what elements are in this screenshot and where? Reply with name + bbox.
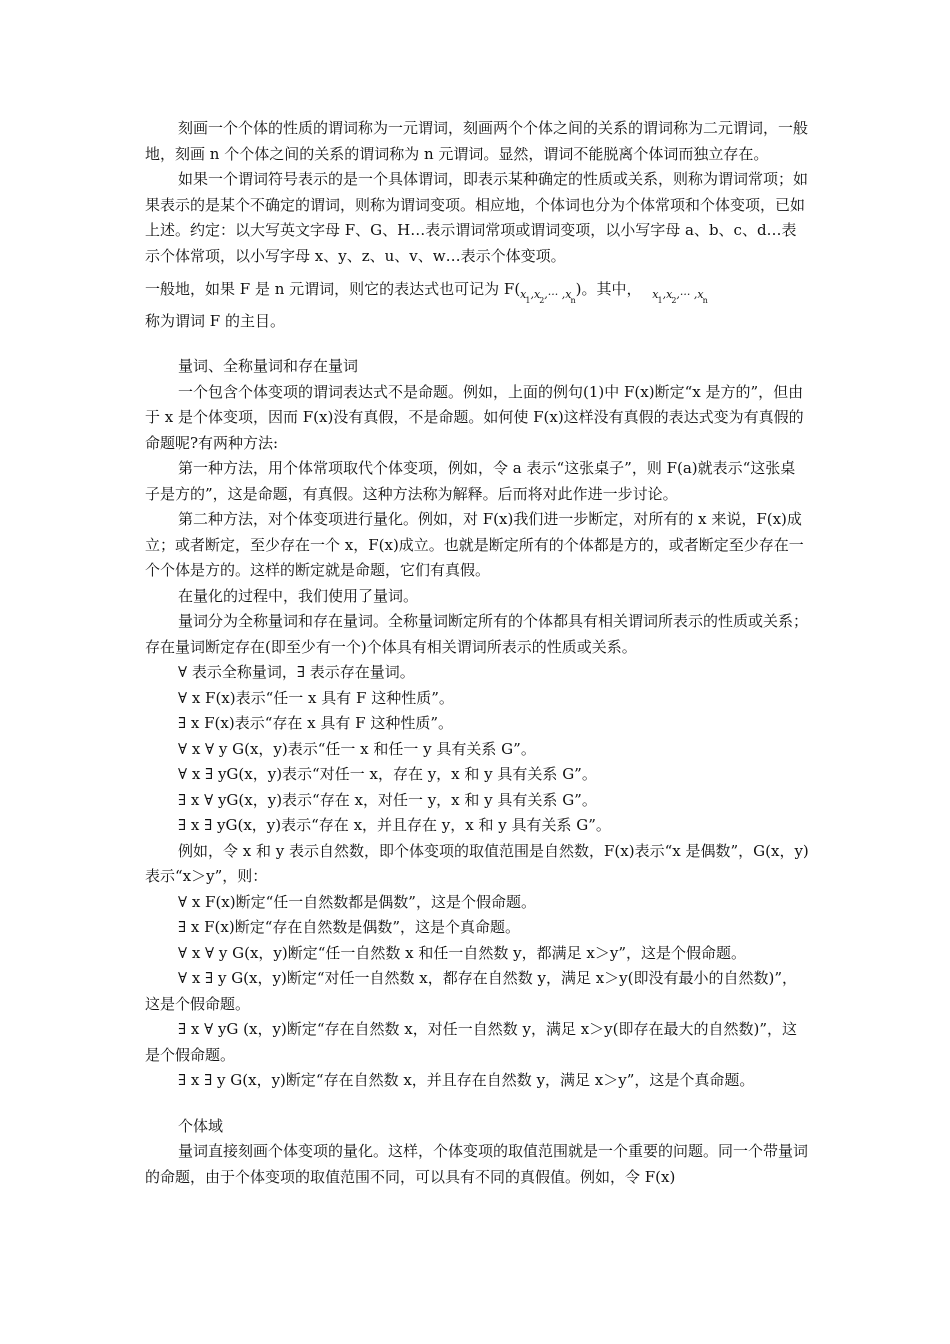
paragraph-domain-intro: 量词直接刻画个体变项的量化。这样，个体变项的取值范围就是一个重要的问题。同一个带量词的命题，由于个体变项的取值范围不同，可以具有不同的真假值。例如，令 F(x) — [145, 1142, 809, 1186]
paragraph-method-one: 第一种方法，用个体常项取代个体变项，例如，令 a 表示“这张桌子”，则 F(a)就表示“这张桌子是方的”，这是命题，有真假。这种方法称为解释。后而将对此作进一步讨论。 — [145, 459, 796, 503]
notation-line: ∀ x F(x)表示“任一 x 具有 F 这种性质”。 — [178, 688, 454, 707]
example-line: ∀ x ∃ y G(x，y)断定“对任一自然数 x，都存在自然数 y，满足 x＞y(即没有最小的自然数)”，这是个假命题。 — [145, 969, 798, 1013]
args-formula-1: x1,x2,··· ,xn — [520, 288, 576, 305]
example-line: ∃ x ∀ yG (x，y)断定“存在自然数 x，对任一自然数 y，满足 x＞y(即存在最大的自然数)”，这是个假命题。 — [145, 1020, 798, 1064]
paragraph-predicate-expression — [145, 277, 810, 305]
example-line: ∃ x ∃ y G(x，y)断定“存在自然数 x，并且存在自然数 y，满足 x＞y”，这是个真命题。 — [178, 1071, 755, 1089]
paragraph-predicate-constants: 如果一个谓词符号表示的是一个具体谓词，即表示某种确定的性质或关系，则称为谓词常项；如果表示的是某个不确定的谓词，则称为谓词变项。相应地，个体词也分为个体常项和个体变项，已如上述。约定：以大写英文字母 F、G、H…表示谓词常项或谓词变项，以小写字母 a、b、c、d…表示个体常项，以小写字母 x、y、z、u、v、w…表示个体变项。 — [145, 170, 809, 265]
notation-line: ∃ x ∃ yG(x，y)表示“存在 x，并且存在 y，x 和 y 具有关系 G”。 — [178, 816, 611, 834]
section-heading-quantifiers: 量词、全称量词和存在量词 — [178, 357, 359, 375]
paragraph-example-setup: 例如，令 x 和 y 表示自然数，即个体变项的取值范围是自然数，F(x)表示“x 是偶数”，G(x，y)表示“x＞y”，则： — [145, 841, 809, 885]
example-line: ∃ x F(x)断定“存在自然数是偶数”，这是个真命题。 — [178, 918, 521, 936]
example-line: ∀ x F(x)断定“任一自然数都是偶数”，这是个假命题。 — [178, 892, 536, 911]
paragraph-quantifier-intro: 一个包含个体变项的谓词表达式不是命题。例如，上面的例句(1)中 F(x)断定“x 是方的”，但由于 x 是个体变项，因而 F(x)没有真假，不是命题。如何使 F(x)这样没有真假的表达式变为有真假的命题呢?有两种方法: — [145, 382, 804, 452]
notation-line: ∀ x ∃ yG(x，y)表示“对任一 x，存在 y，x 和 y 具有关系 G”。 — [178, 765, 597, 783]
paragraph-method-two: 第二种方法，对个体变项进行量化。例如，对 F(x)我们进一步断定，对所有的 x 来说，F(x)成立；或者断定，至少存在一个 x，F(x)成立。也就是断定所有的个体都是方的，或者断定至少存在一个个体是方的。这样的断定就是命题，它们有真假。 — [145, 510, 804, 579]
paragraph-quantifier-types: 量词分为全称量词和存在量词。全称量词断定所有的个体都具有相关谓词所表示的性质或关系；存在量词断定存在(即至少有一个)个体具有相关谓词所表示的性质或关系。 — [145, 612, 809, 656]
notation-line: ∃ x ∀ yG(x，y)表示“存在 x，对任一 y，x 和 y 具有关系 G”。 — [178, 790, 597, 809]
notation-line: ∀ 表示全称量词，∃ 表示存在量词。 — [178, 663, 415, 681]
paragraph-predicate-arity: 刻画一个个体的性质的谓词称为一元谓词，刻画两个个体之间的关系的谓词称为二元谓词，一般地，刻画 n 个个体之间的关系的谓词称为 n 元谓词。显然，谓词不能脱离个体词而独立存在。 — [145, 119, 809, 163]
args-formula-2: x1,x2,··· ,xn — [652, 288, 708, 305]
notation-line: ∀ x ∀ y G(x，y)表示“任一 x 和任一 y 具有关系 G”。 — [178, 739, 536, 758]
paragraph-quantifier-usage: 在量化的过程中，我们使用了量词。 — [178, 586, 419, 605]
paragraph-argument-definition: 称为谓词 F 的主目。 — [145, 311, 285, 330]
expression-mid-text: )。其中， — [575, 280, 642, 298]
notation-line: ∃ x F(x)表示“存在 x 具有 F 这种性质”。 — [178, 714, 453, 732]
document-body — [145, 116, 810, 1190]
example-line: ∀ x ∀ y G(x，y)断定“任一自然数 x 和任一自然数 y，都满足 x＞y”，这是个假命题。 — [178, 943, 747, 962]
section-heading-domain: 个体域 — [178, 1116, 224, 1135]
expression-intro-text: 一般地，如果 F 是 n 元谓词，则它的表达式也可记为 F( — [145, 280, 521, 298]
